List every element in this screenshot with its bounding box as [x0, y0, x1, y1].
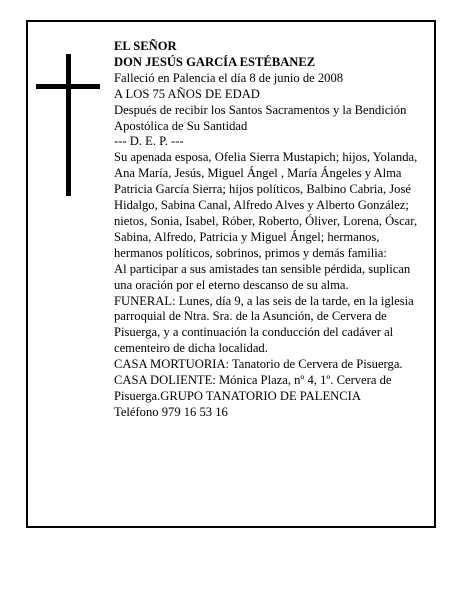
request-paragraph: Al participar a sus amistades tan sensible pérdida, suplican una oración por el eterno descanso de su alma.: [114, 261, 411, 292]
header-title: EL SEÑOR: [114, 39, 177, 53]
funeral-paragraph: FUNERAL: Lunes, día 9, a las seis de la tarde, en la iglesia parroquial de Ntra. Sra. de la Asunción, de Cervera de Pisuerga, y a continuación la conducción del cadáver al cementeiro de dicha localidad.: [114, 293, 414, 356]
cross-icon: [66, 54, 71, 196]
cross-icon-arm: [36, 84, 100, 89]
casa-doliente-paragraph: CASA DOLIENTE: Mónica Plaza, nº 4, 1º. Cervera de Pisuerga.GRUPO TANATORIO DE PALENCIA: [114, 373, 392, 403]
phone-line: Teléfono 979 16 53 16: [114, 404, 228, 419]
casa-mortuoria-paragraph: CASA MORTUORIA: Tanatorio de Cervera de Pisuerga.: [114, 357, 403, 372]
deceased-name: DON JESÚS GARCÍA ESTÉBANEZ: [114, 54, 316, 69]
age-line: A LOS 75 AÑOS DE EDAD: [114, 86, 260, 101]
sacraments-paragraph: Después de recibir los Santos Sacramentos y la Bendición Apostólica de Su Santidad: [114, 102, 407, 133]
death-date-line: Falleció en Palencia el día 8 de junio de 2008: [114, 70, 344, 85]
dep-line: --- D. E. P. ---: [114, 134, 184, 149]
obituary-text: [114, 39, 426, 421]
family-paragraph: Su apenada esposa, Ofelia Sierra Mustapich; hijos, Yolanda, Ana María, Jesús, Miguel Ángel , María Ángeles y Alma Patricia García Sierra; hijos políticos, Balbino Cabria, José Hidalgo, Sabina Canal, Alfredo Alves y Alberto González; nietos, Sonia, Isabel, Róber, Roberto, Óliver, Lorena, Óscar, Sabina, Alfredo, Patricia y Miguel Ángel; hermanos, hermanos políticos, sobrinos, primos y demás familia:: [114, 150, 418, 260]
